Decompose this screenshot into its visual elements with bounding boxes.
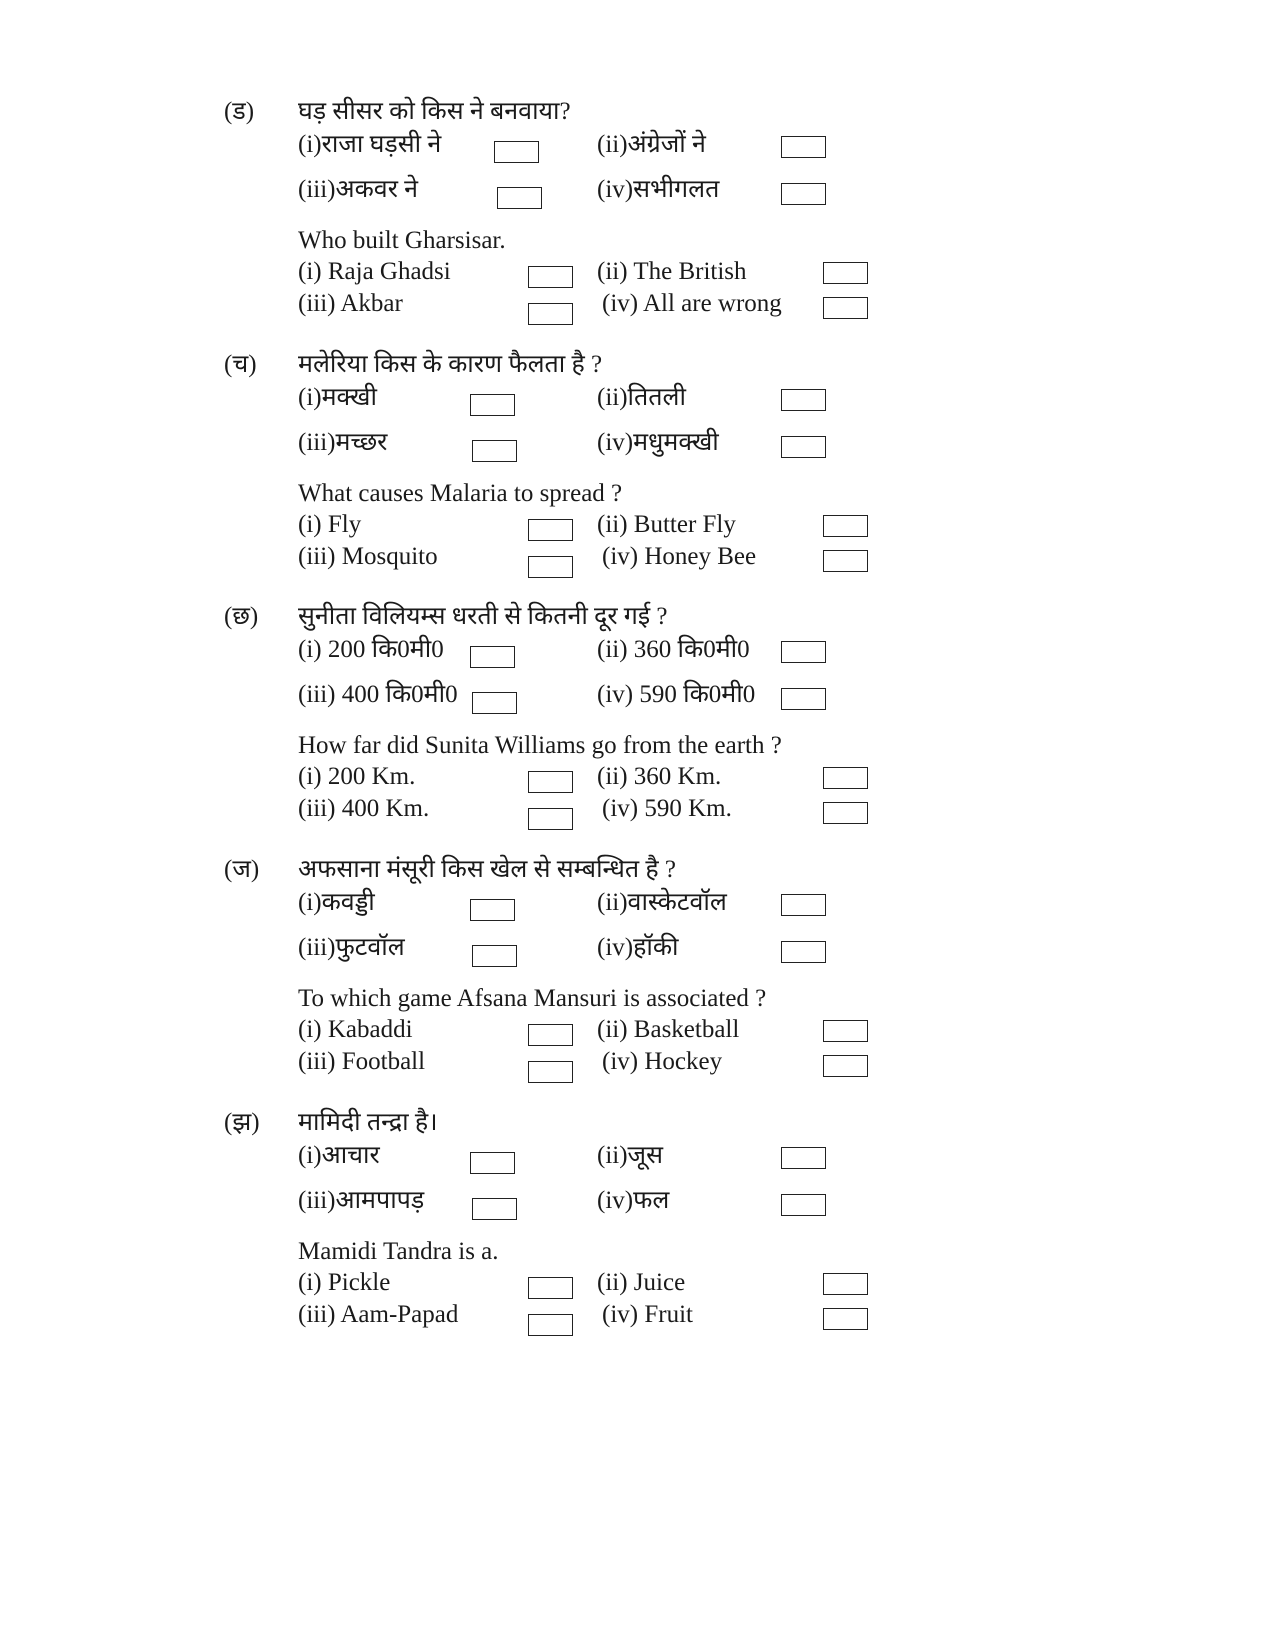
question-number: (झ) <box>224 1109 260 1136</box>
option-english-4: (iv) Fruit <box>602 1301 693 1328</box>
option-hindi-2: (ii)वास्केटवॉल <box>597 889 727 916</box>
answer-box-hindi-3[interactable] <box>472 1198 517 1220</box>
option-english-3: (iii) Football <box>298 1048 426 1075</box>
question-text-english: To which game Afsana Mansuri is associated ? <box>298 985 767 1012</box>
answer-box-hindi-2[interactable] <box>781 136 826 158</box>
answer-box-english-3[interactable] <box>528 303 573 325</box>
answer-box-english-2[interactable] <box>823 1020 868 1042</box>
option-hindi-1: (i)कवड्डी <box>298 889 375 916</box>
option-hindi-4: (iv)मधुमक्खी <box>597 429 719 456</box>
answer-box-english-2[interactable] <box>823 767 868 789</box>
answer-box-hindi-3[interactable] <box>472 440 517 462</box>
option-english-1: (i) 200 Km. <box>298 763 416 790</box>
answer-box-hindi-3[interactable] <box>472 692 517 714</box>
answer-box-english-4[interactable] <box>823 297 868 319</box>
option-english-1: (i) Raja Ghadsi <box>298 258 451 285</box>
option-english-4: (iv) Hockey <box>602 1048 723 1075</box>
question-text-hindi: सुनीता विलियम्स धरती से कितनी दूर गई ? <box>298 603 668 630</box>
answer-box-english-2[interactable] <box>823 262 868 284</box>
question-text-hindi: मामिदी तन्द्रा है। <box>298 1109 438 1136</box>
answer-box-english-2[interactable] <box>823 515 868 537</box>
option-english-2: (ii) Juice <box>597 1269 686 1296</box>
answer-box-english-3[interactable] <box>528 1061 573 1083</box>
option-english-3: (iii) 400 Km. <box>298 795 430 822</box>
option-hindi-1: (i) 200 कि0मी0 <box>298 636 444 663</box>
option-hindi-3: (iii)अकवर ने <box>298 176 419 203</box>
option-hindi-4: (iv)सभीगलत <box>597 176 720 203</box>
question-text-english: Who built Gharsisar. <box>298 227 506 254</box>
option-hindi-3: (iii)फुटवॉल <box>298 934 405 961</box>
option-hindi-2: (ii)तितली <box>597 384 686 411</box>
answer-box-hindi-1[interactable] <box>470 899 515 921</box>
question-text-hindi: घड़ सीसर को किस ने बनवाया? <box>298 98 571 125</box>
answer-box-english-1[interactable] <box>528 519 573 541</box>
option-hindi-3: (iii)आमपापड़ <box>298 1187 425 1214</box>
answer-box-hindi-1[interactable] <box>470 646 515 668</box>
answer-box-hindi-4[interactable] <box>781 688 826 710</box>
answer-box-english-3[interactable] <box>528 808 573 830</box>
option-hindi-1: (i)मक्खी <box>298 384 377 411</box>
question-number: (ज) <box>224 856 260 883</box>
answer-box-hindi-3[interactable] <box>497 187 542 209</box>
option-english-3: (iii) Akbar <box>298 290 403 317</box>
answer-box-english-1[interactable] <box>528 771 573 793</box>
answer-box-english-1[interactable] <box>528 1024 573 1046</box>
answer-box-hindi-4[interactable] <box>781 436 826 458</box>
option-english-4: (iv) 590 Km. <box>602 795 732 822</box>
answer-box-hindi-2[interactable] <box>781 894 826 916</box>
answer-box-english-4[interactable] <box>823 1055 868 1077</box>
option-hindi-1: (i)आचार <box>298 1142 380 1169</box>
answer-box-hindi-1[interactable] <box>470 394 515 416</box>
question-text-hindi: अफसाना मंसूरी किस खेल से सम्बन्धित है ? <box>298 856 676 883</box>
answer-box-hindi-4[interactable] <box>781 1194 826 1216</box>
answer-box-hindi-2[interactable] <box>781 1147 826 1169</box>
answer-box-english-1[interactable] <box>528 1277 573 1299</box>
option-english-2: (ii) Basketball <box>597 1016 740 1043</box>
option-hindi-1: (i)राजा घड़सी ने <box>298 131 442 158</box>
option-english-4: (iv) All are wrong <box>602 290 782 317</box>
question-text-english: How far did Sunita Williams go from the earth ? <box>298 732 782 759</box>
answer-box-english-4[interactable] <box>823 802 868 824</box>
answer-box-hindi-1[interactable] <box>494 141 539 163</box>
option-hindi-4: (iv) 590 कि0मी0 <box>597 681 756 708</box>
answer-box-english-4[interactable] <box>823 1308 868 1330</box>
answer-box-hindi-2[interactable] <box>781 641 826 663</box>
answer-box-hindi-4[interactable] <box>781 183 826 205</box>
answer-box-hindi-4[interactable] <box>781 941 826 963</box>
option-english-3: (iii) Aam-Papad <box>298 1301 459 1328</box>
option-english-2: (ii) Butter Fly <box>597 511 736 538</box>
option-english-1: (i) Pickle <box>298 1269 391 1296</box>
answer-box-english-2[interactable] <box>823 1273 868 1295</box>
question-text-english: What causes Malaria to spread ? <box>298 480 623 507</box>
option-hindi-2: (ii)जूस <box>597 1142 663 1169</box>
answer-box-english-3[interactable] <box>528 556 573 578</box>
answer-box-english-3[interactable] <box>528 1314 573 1336</box>
answer-box-hindi-2[interactable] <box>781 389 826 411</box>
option-english-1: (i) Fly <box>298 511 362 538</box>
answer-box-hindi-1[interactable] <box>470 1152 515 1174</box>
option-english-1: (i) Kabaddi <box>298 1016 413 1043</box>
option-hindi-2: (ii) 360 कि0मी0 <box>597 636 750 663</box>
answer-box-hindi-3[interactable] <box>472 945 517 967</box>
option-hindi-4: (iv)फल <box>597 1187 670 1214</box>
option-english-3: (iii) Mosquito <box>298 543 438 570</box>
question-number: (ड) <box>224 98 255 125</box>
option-english-2: (ii) The British <box>597 258 747 285</box>
question-number: (छ) <box>224 603 259 630</box>
option-english-2: (ii) 360 Km. <box>597 763 722 790</box>
question-text-hindi: मलेरिया किस के कारण फैलता है ? <box>298 351 603 378</box>
option-english-4: (iv) Honey Bee <box>602 543 757 570</box>
option-hindi-3: (iii) 400 कि0मी0 <box>298 681 458 708</box>
option-hindi-3: (iii)मच्छर <box>298 429 388 456</box>
option-hindi-2: (ii)अंग्रेजों ने <box>597 131 706 158</box>
question-text-english: Mamidi Tandra is a. <box>298 1238 499 1265</box>
option-hindi-4: (iv)हॉकी <box>597 934 679 961</box>
question-number: (च) <box>224 351 257 378</box>
answer-box-english-1[interactable] <box>528 266 573 288</box>
answer-box-english-4[interactable] <box>823 550 868 572</box>
